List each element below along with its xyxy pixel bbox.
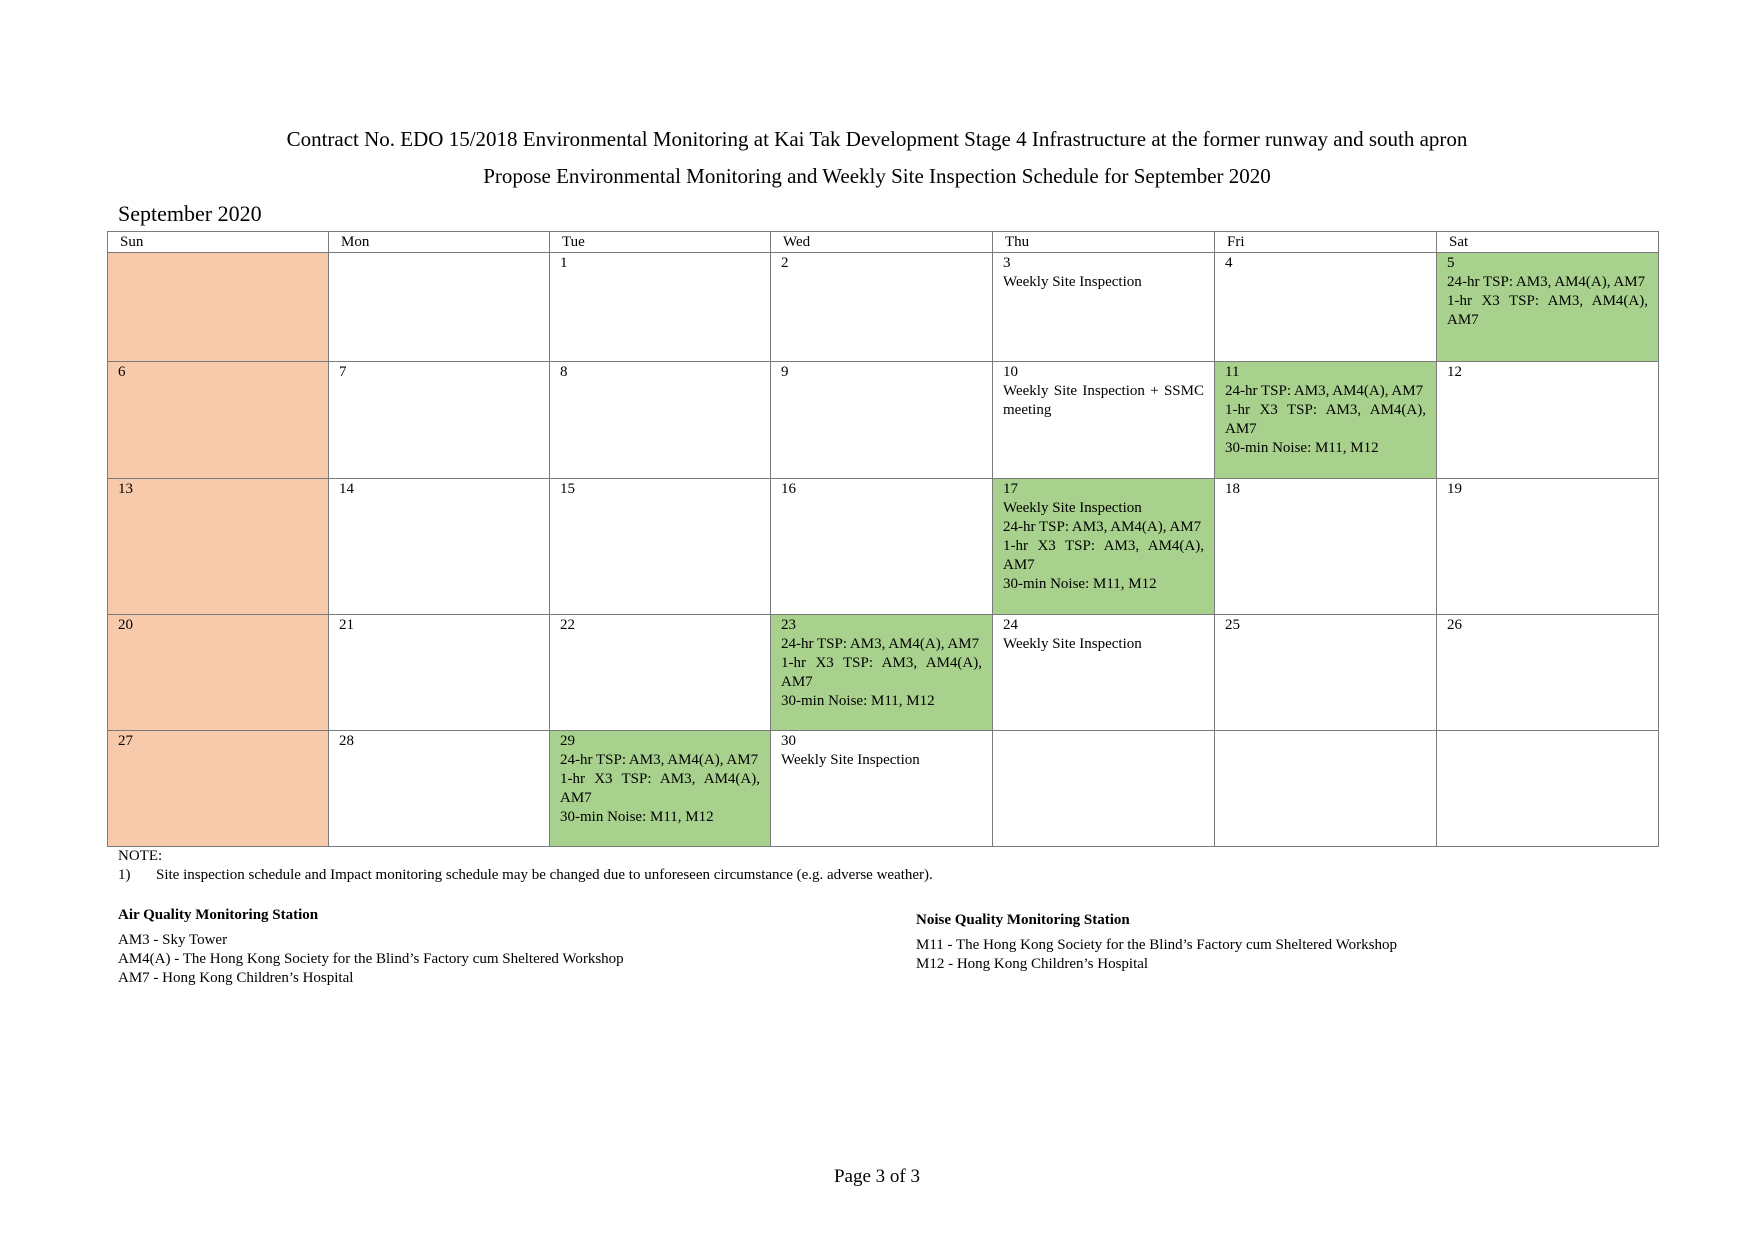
air-station-item: AM4(A) - The Hong Kong Society for the Blind’s Factory cum Sheltered Workshop <box>118 951 624 967</box>
day-number: 28 <box>339 733 354 749</box>
calendar-day-cell <box>771 362 993 479</box>
day-number: 6 <box>118 364 126 380</box>
document-title: Contract No. EDO 15/2018 Environmental Monitoring at Kai Tak Development Stage 4 Infrastructure at the former runway and south apron <box>286 127 1468 151</box>
schedule-entry: 30-min Noise: M11, M12 <box>560 809 714 825</box>
calendar-day-cell <box>771 615 993 731</box>
calendar-day-cell <box>1437 253 1659 362</box>
day-number: 23 <box>781 617 796 633</box>
calendar-day-cell <box>1437 731 1659 847</box>
day-number: 22 <box>560 617 575 633</box>
schedule-entry: Weekly Site Inspection <box>1003 274 1142 290</box>
air-station-item: AM7 - Hong Kong Children’s Hospital <box>118 970 354 986</box>
noise-station-item: M12 - Hong Kong Children’s Hospital <box>916 956 1149 972</box>
noise-station-item: M11 - The Hong Kong Society for the Blind’s Factory cum Sheltered Workshop <box>916 937 1397 953</box>
day-number: 15 <box>560 481 575 497</box>
calendar-day-cell <box>993 479 1215 615</box>
calendar-day-cell <box>1215 731 1437 847</box>
air-station-item: AM3 - Sky Tower <box>118 932 228 948</box>
schedule-entry: 24-hr TSP: AM3, AM4(A), AM7 <box>1225 383 1424 399</box>
calendar-day-cell <box>1215 362 1437 479</box>
page-number: Page 3 of 3 <box>833 1166 920 1187</box>
schedule-entry: 24-hr TSP: AM3, AM4(A), AM7 <box>781 636 980 652</box>
day-number: 7 <box>339 364 347 380</box>
calendar-day-cell <box>108 479 329 615</box>
day-number: 10 <box>1003 364 1018 380</box>
schedule-entry: 1-hr X3 TSP: AM3, AM4(A), AM7 <box>560 771 760 806</box>
calendar-day-cell <box>108 615 329 731</box>
schedule-entry: 30-min Noise: M11, M12 <box>1003 576 1157 592</box>
day-number: 13 <box>118 481 133 497</box>
day-number: 18 <box>1225 481 1240 497</box>
calendar-day-cell <box>329 731 550 847</box>
calendar-day-cell <box>329 253 550 362</box>
calendar-week-row <box>108 253 1659 362</box>
calendar-day-cell <box>993 615 1215 731</box>
schedule-entry: Weekly Site Inspection + SSMC meeting <box>1003 383 1204 418</box>
calendar-day-cell <box>1437 362 1659 479</box>
day-number: 20 <box>118 617 133 633</box>
calendar-day-cell <box>108 731 329 847</box>
calendar-day-cell <box>993 731 1215 847</box>
calendar-day-cell <box>1215 253 1437 362</box>
schedule-entry: 1-hr X3 TSP: AM3, AM4(A), AM7 <box>1225 402 1426 437</box>
calendar-day-cell <box>1215 615 1437 731</box>
day-number: 1 <box>560 255 568 271</box>
calendar-day-cell <box>550 479 771 615</box>
calendar-week-row <box>108 615 1659 731</box>
weekday-header: Fri <box>1215 232 1437 253</box>
calendar-day-cell <box>1437 615 1659 731</box>
calendar-day-cell <box>550 731 771 847</box>
calendar-month-label: September 2020 <box>118 201 262 226</box>
calendar-day-cell <box>550 253 771 362</box>
calendar-day-cell <box>771 479 993 615</box>
schedule-entry: 30-min Noise: M11, M12 <box>1225 440 1379 456</box>
note-label: NOTE: <box>118 848 163 864</box>
schedule-entry: 24-hr TSP: AM3, AM4(A), AM7 <box>1003 519 1202 535</box>
day-number: 4 <box>1225 255 1233 271</box>
weekday-header: Tue <box>550 232 771 253</box>
schedule-entry: 24-hr TSP: AM3, AM4(A), AM7 <box>1447 274 1646 290</box>
schedule-entry: 1-hr X3 TSP: AM3, AM4(A), AM7 <box>1003 538 1204 573</box>
note-item-number: 1) <box>118 867 131 883</box>
weekday-header: Sat <box>1437 232 1659 253</box>
note-item-text: Site inspection schedule and Impact monitoring schedule may be changed due to unforeseen circumstance (e.g. adverse weather). <box>156 867 933 883</box>
noise-station-legend <box>916 911 1397 974</box>
day-number: 12 <box>1447 364 1462 380</box>
day-number: 3 <box>1003 255 1011 271</box>
calendar-body <box>108 253 1659 847</box>
schedule-entry: 30-min Noise: M11, M12 <box>781 693 935 709</box>
day-number: 5 <box>1447 255 1455 271</box>
day-number: 27 <box>118 733 133 749</box>
air-station-legend <box>118 906 624 988</box>
day-number: 9 <box>781 364 789 380</box>
day-number: 2 <box>781 255 789 271</box>
calendar-day-cell <box>550 362 771 479</box>
day-number: 29 <box>560 733 575 749</box>
calendar-day-cell <box>1437 479 1659 615</box>
calendar-day-cell <box>108 362 329 479</box>
calendar-day-cell <box>550 615 771 731</box>
note-item <box>118 867 933 884</box>
schedule-entry: 24-hr TSP: AM3, AM4(A), AM7 <box>560 752 759 768</box>
calendar-day-cell <box>329 615 550 731</box>
schedule-entry: Weekly Site Inspection <box>1003 636 1142 652</box>
weekday-header: Mon <box>329 232 550 253</box>
calendar-day-cell <box>329 362 550 479</box>
calendar-day-cell <box>108 253 329 362</box>
calendar-day-cell <box>993 362 1215 479</box>
schedule-entry: Weekly Site Inspection <box>781 752 920 768</box>
noise-station-heading: Noise Quality Monitoring Station <box>916 912 1130 928</box>
day-number: 24 <box>1003 617 1018 633</box>
calendar-day-cell <box>993 253 1215 362</box>
document-subtitle: Propose Environmental Monitoring and Weekly Site Inspection Schedule for September 2020 <box>483 164 1271 188</box>
calendar-table <box>107 231 1659 847</box>
day-number: 19 <box>1447 481 1462 497</box>
day-number: 14 <box>339 481 354 497</box>
calendar-day-cell <box>771 253 993 362</box>
day-number: 8 <box>560 364 568 380</box>
weekday-header: Sun <box>108 232 329 253</box>
calendar-week-row <box>108 479 1659 615</box>
calendar-day-cell <box>329 479 550 615</box>
calendar-week-row <box>108 731 1659 847</box>
day-number: 16 <box>781 481 796 497</box>
calendar-week-row <box>108 362 1659 479</box>
schedule-entry: Weekly Site Inspection <box>1003 500 1142 516</box>
calendar-day-cell <box>1215 479 1437 615</box>
air-station-heading: Air Quality Monitoring Station <box>118 907 319 923</box>
day-number: 17 <box>1003 481 1018 497</box>
calendar-day-cell <box>771 731 993 847</box>
day-number: 26 <box>1447 617 1462 633</box>
schedule-entry: 1-hr X3 TSP: AM3, AM4(A), AM7 <box>1447 293 1648 328</box>
day-number: 11 <box>1225 364 1240 380</box>
day-number: 21 <box>339 617 354 633</box>
weekday-header: Wed <box>771 232 993 253</box>
schedule-entry: 1-hr X3 TSP: AM3, AM4(A), AM7 <box>781 655 982 690</box>
weekday-header: Thu <box>993 232 1215 253</box>
day-number: 25 <box>1225 617 1240 633</box>
day-number: 30 <box>781 733 796 749</box>
weekday-header-row <box>108 232 1659 253</box>
